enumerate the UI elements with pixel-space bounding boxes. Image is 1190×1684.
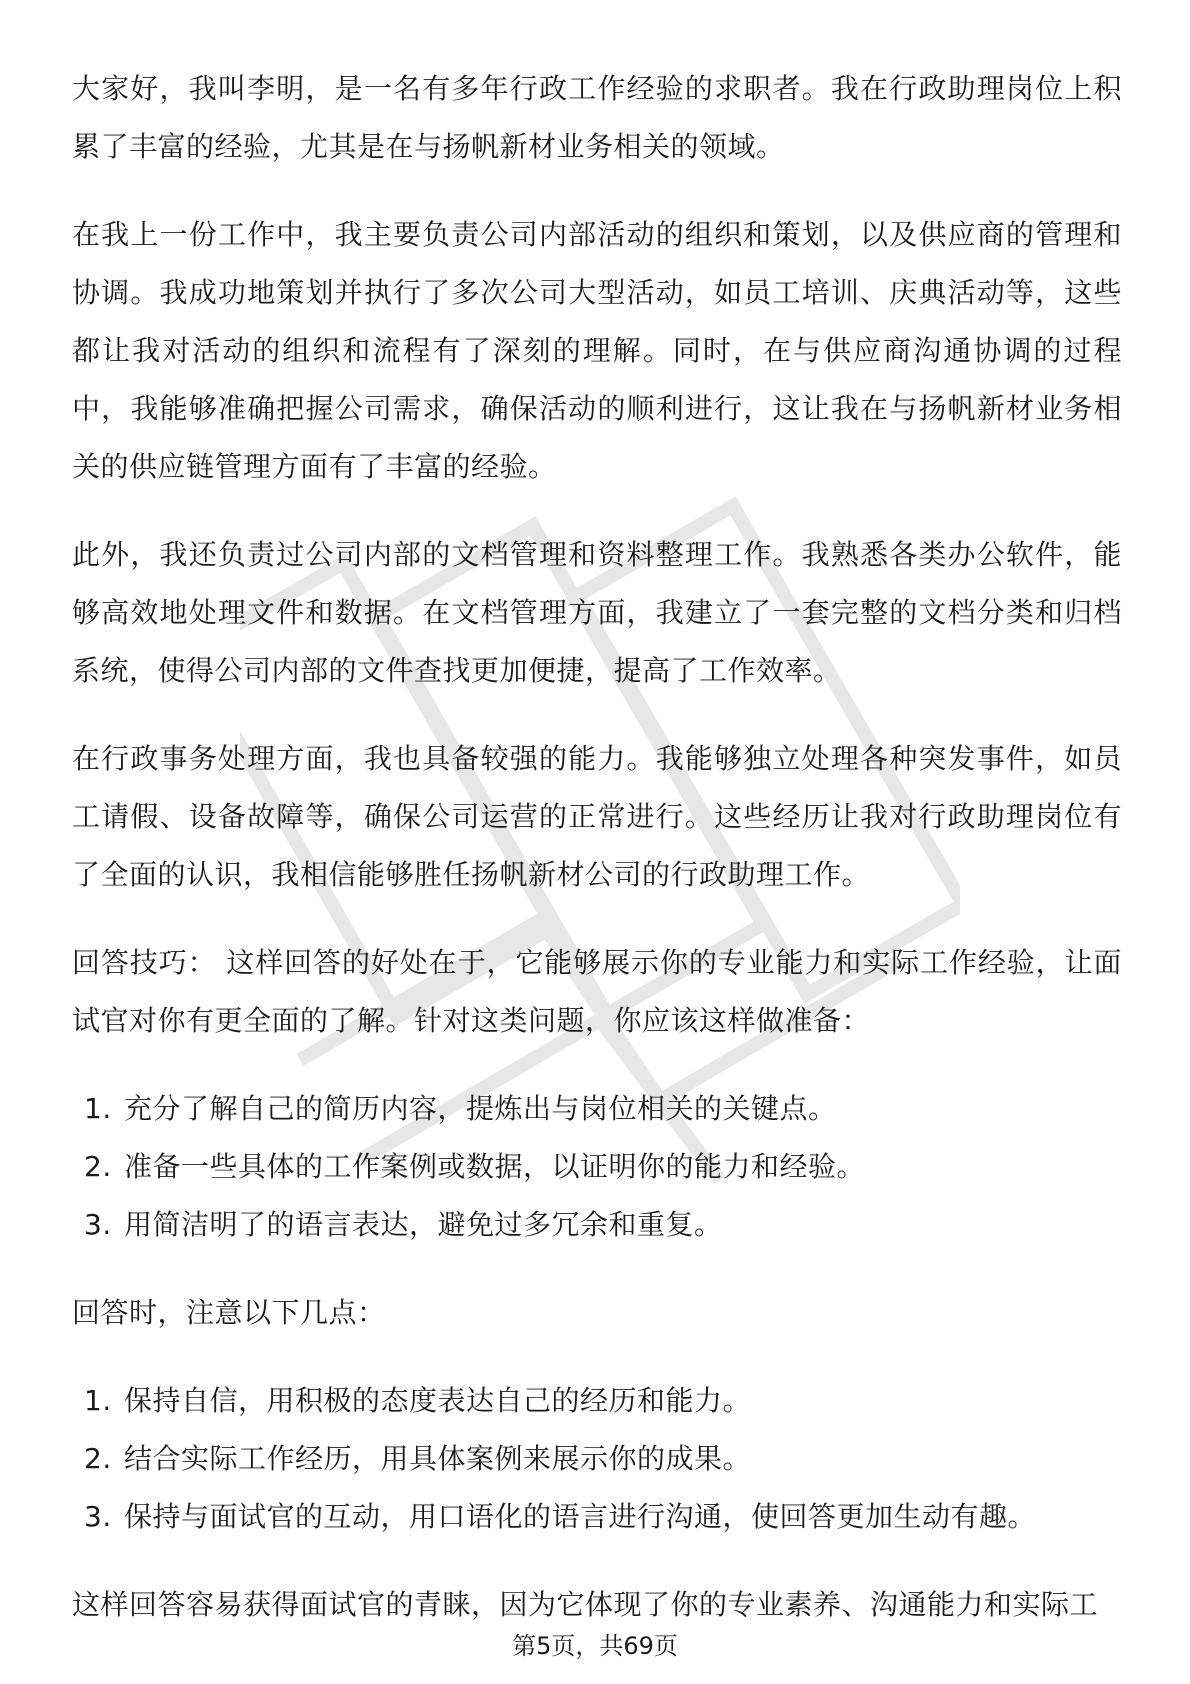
paragraph-notes-heading: 回答时，注意以下几点： xyxy=(72,1296,386,1329)
paragraph-intro: 大家好，我叫李明，是一名有多年行政工作经验的求职者。我在行政助理岗位上积累了丰富的经验，尤其是在与扬帆新材业务相关的领域。 xyxy=(72,72,1122,163)
paragraph-conclusion: 这样回答容易获得面试官的青睐，因为它体现了你的专业素养、沟通能力和实际工 xyxy=(72,1588,1099,1621)
list-item: 1. 充分了解自己的简历内容，提炼出与岗位相关的关键点。 xyxy=(84,1092,837,1125)
document-body xyxy=(72,60,1122,1664)
paragraph-previous-job: 在我上一份工作中，我主要负责公司内部活动的组织和策划，以及供应商的管理和协调。我成功地策划并执行了多次公司大型活动，如员工培训、庆典活动等，这些都让我对活动的组织和流程有了深刻的理解。同时，在与供应商沟通协调的过程中，我能够准确把握公司需求，确保活动的顺利进行，这让我在与扬帆新材业务相关的供应链管理方面有了丰富的经验。 xyxy=(72,218,1122,483)
list-item: 1. 保持自信，用积极的态度表达自己的经历和能力。 xyxy=(84,1384,752,1417)
list-item: 2. 结合实际工作经历，用具体案例来展示你的成果。 xyxy=(84,1442,752,1475)
list-item: 3. 用简洁明了的语言表达，避免过多冗余和重复。 xyxy=(84,1208,723,1241)
page-number: 第5页，共69页 xyxy=(512,1632,678,1660)
preparation-list xyxy=(72,1080,1122,1254)
notes-list xyxy=(72,1372,1122,1546)
paragraph-answer-tips: 回答技巧： 这样回答的好处在于，它能够展示你的专业能力和实际工作经验，让面试官对你有更全面的了解。针对这类问题，你应该这样做准备： xyxy=(72,946,1122,1037)
paragraph-document-management: 此外，我还负责过公司内部的文档管理和资料整理工作。我熟悉各类办公软件，能够高效地处理文件和数据。在文档管理方面，我建立了一套完整的文档分类和归档系统，使得公司内部的文件查找更加便捷，提高了工作效率。 xyxy=(72,538,1122,687)
list-item: 2. 准备一些具体的工作案例或数据，以证明你的能力和经验。 xyxy=(84,1150,866,1183)
list-item: 3. 保持与面试官的互动，用口语化的语言进行沟通，使回答更加生动有趣。 xyxy=(84,1500,1037,1533)
paragraph-admin-affairs: 在行政事务处理方面，我也具备较强的能力。我能够独立处理各种突发事件，如员工请假、设备故障等，确保公司运营的正常进行。这些经历让我对行政助理岗位有了全面的认识，我相信能够胜任扬帆新材公司的行政助理工作。 xyxy=(72,742,1122,891)
